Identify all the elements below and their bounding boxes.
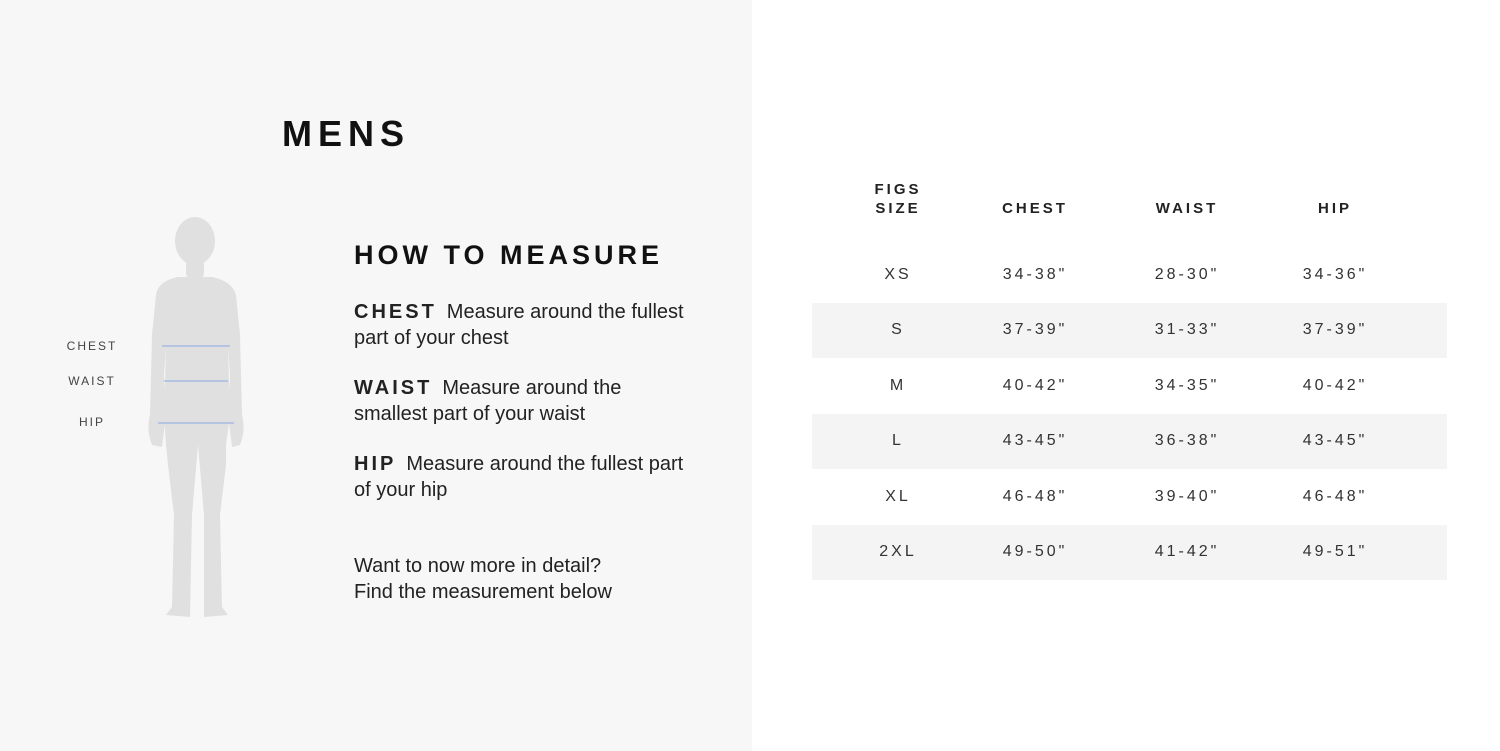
hip-cell: 37-39": [1302, 321, 1368, 339]
size-cell: M: [889, 376, 907, 394]
table-row: [812, 414, 1447, 470]
header-chest: CHEST: [1002, 200, 1068, 217]
size-cell: S: [891, 321, 905, 339]
how-to-measure-heading: HOW TO MEASURE: [354, 240, 664, 270]
waist-cell: 39-40": [1154, 487, 1220, 505]
hip-cell: 43-45": [1302, 432, 1368, 450]
hip-term: HIP: [354, 453, 397, 475]
waist-instruction-text: Measure around the smallest part of your waist: [354, 377, 622, 425]
chest-instruction: [354, 299, 684, 351]
chest-label: CHEST: [66, 339, 118, 353]
body-silhouette-icon: [128, 215, 268, 625]
chest-instruction-text: Measure around the fullest part of your chest: [354, 301, 684, 349]
waist-term: WAIST: [354, 377, 433, 399]
header-size: SIZE: [875, 200, 921, 217]
hip-label: HIP: [78, 415, 105, 429]
hip-cell: 49-51": [1302, 543, 1368, 561]
hip-instruction: [354, 451, 684, 503]
header-hip: HIP: [1317, 200, 1352, 217]
chest-cell: 49-50": [1002, 543, 1068, 561]
chest-cell: 34-38": [1002, 265, 1068, 283]
size-chart-table: [812, 175, 1447, 580]
waist-cell: 41-42": [1154, 543, 1220, 561]
header-waist: WAIST: [1155, 200, 1219, 217]
table-row: [812, 358, 1447, 414]
waist-label: WAIST: [68, 374, 116, 388]
waist-instruction: [354, 375, 684, 427]
waist-cell: 28-30": [1154, 265, 1220, 283]
table-header: [812, 175, 1447, 247]
detail-note-line2: Find the measurement below: [354, 581, 612, 603]
size-cell: XL: [885, 487, 911, 505]
chest-cell: 43-45": [1002, 432, 1068, 450]
detail-note: [354, 553, 684, 605]
chest-cell: 46-48": [1002, 487, 1068, 505]
hip-cell: 34-36": [1302, 265, 1368, 283]
size-cell: L: [892, 432, 904, 450]
chest-term: CHEST: [354, 301, 437, 323]
header-figs: FIGS: [874, 181, 922, 198]
hip-cell: 46-48": [1302, 487, 1368, 505]
chest-cell: 40-42": [1002, 376, 1068, 394]
waist-cell: 36-38": [1154, 432, 1220, 450]
table-row: [812, 303, 1447, 359]
hip-instruction-text: Measure around the fullest part of your hip: [354, 453, 684, 501]
detail-note-line1: Want to now more in detail?: [354, 555, 602, 577]
waist-cell: 31-33": [1154, 321, 1220, 339]
size-cell: 2XL: [879, 543, 917, 561]
chest-cell: 37-39": [1002, 321, 1068, 339]
waist-cell: 34-35": [1154, 376, 1220, 394]
table-row: [812, 247, 1447, 303]
size-cell: XS: [884, 265, 912, 283]
table-row: [812, 525, 1447, 581]
header-figs-size: [858, 180, 938, 218]
table-row: [812, 469, 1447, 525]
hip-cell: 40-42": [1302, 376, 1368, 394]
page-title: MENS: [282, 113, 411, 154]
